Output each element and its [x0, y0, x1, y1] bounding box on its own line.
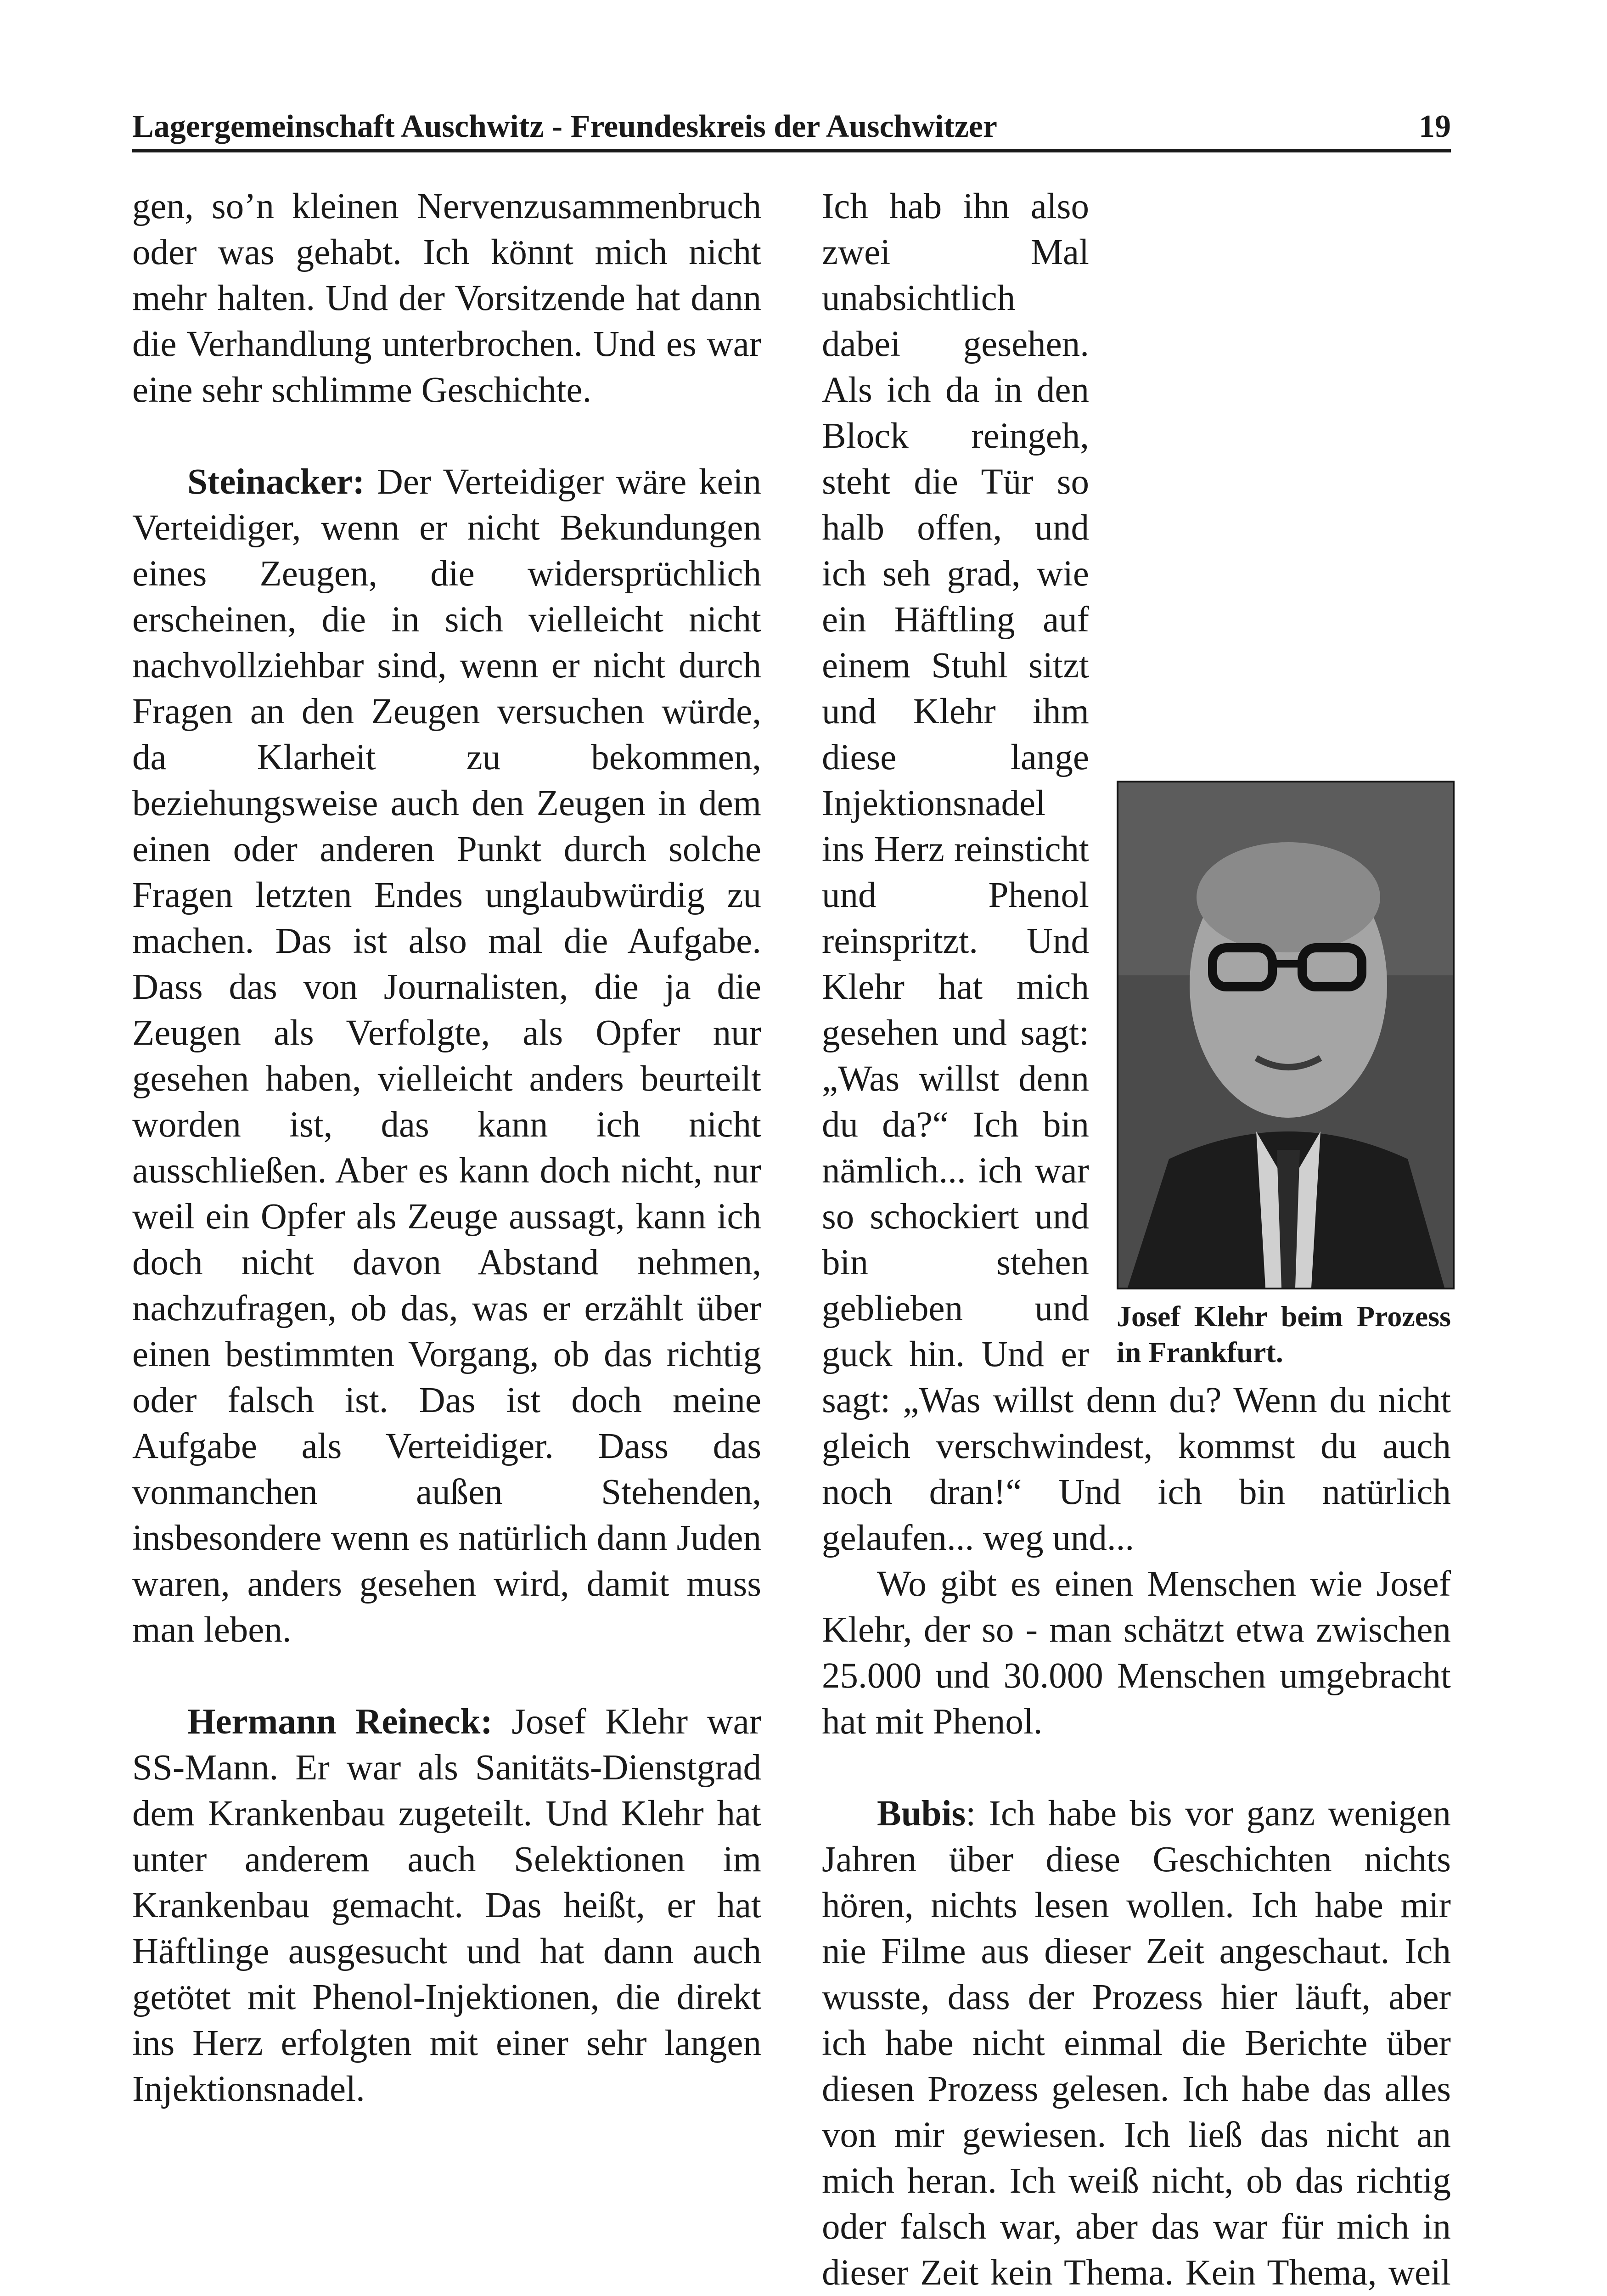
- paragraph-continuation: gen, so’n kleinen Nervenzusammenbruch oder was gehabt. Ich könnt mich nicht mehr halten. Und der Vorsitzende hat dann die Verhandlung unterbrochen. Und es war eine sehr schlimme Geschichte.: [132, 186, 761, 410]
- speaker-name: Steinacker:: [187, 462, 365, 502]
- paragraph-reineck: [132, 1699, 761, 2112]
- photo-figure: [1117, 781, 1451, 1370]
- publication-title: Lagergemeinschaft Auschwitz - Freundeskreis der Auschwitzer: [132, 109, 997, 144]
- account-text: Ich hab ihn also zwei Mal unabsichtlich dabei gesehen. Als ich da in den Block reingeh, steht die Tür so halb offen, und ich seh grad, wie ein Häftling auf einem Stuhl sitzt und Klehr ihm diese lange Injektionsnadel ins Herz reinsticht und Phenol reinspritzt. Und Klehr hat mich gesehen und sagt: „Was willst denn du da?“ Ich bin nämlich... ich war so schockiert und bin stehen geblieben und guck hin. Und er sagt: „Was willst denn du? Wenn du nicht gleich verschwindest, kommst du auch noch dran!“ Und ich bin natürlich gelaufen... weg und...: [822, 186, 1451, 1558]
- speaker-text: Der Verteidiger wäre kein Verteidiger, wenn er nicht Bekundungen eines Zeugen, die widersprüchlich erscheinen, die in sich vielleicht nicht nachvollziehbar sind, wenn er nicht durch Fragen an den Zeugen versuchen würde, da Klarheit zu bekommen, beziehungsweise auch den Zeugen in dem einen oder anderen Punkt durch solche Fragen letzten Endes unglaubwürdig zu machen. Das ist also mal die Aufgabe. Dass das von Journalisten, die ja die Zeugen als Verfolgte, als Opfer nur gesehen haben, vielleicht anders beurteilt worden ist, das kann ich nicht ausschließen. Aber es kann doch nicht, nur weil ein Opfer als Zeuge aussagt, kann ich doch nicht davon Abstand nehmen, nachzufragen, ob das, was er erzählt über einen bestimmten Vorgang, ob das richtig oder falsch ist. Das ist doch meine Aufgabe als Verteidiger. Dass das vonmanchen außen Stehenden, insbesondere wenn es natürlich dann Juden waren, anders gesehen wird, damit muss man leben.: [132, 462, 761, 1650]
- speaker-name: Bubis: [877, 1794, 966, 1834]
- speaker-name: Hermann Reineck:: [187, 1702, 493, 1742]
- photo-caption: Josef Klehr beim Prozess in Frankfurt.: [1117, 1300, 1451, 1368]
- speaker-text: Josef Klehr war SS-Mann. Er war als Sanitäts-Dienstgrad dem Krankenbau zugeteilt. Und Klehr hat unter anderem auch Selektionen im Krankenbau gemacht. Das heißt, er hat Häftlinge ausgesucht und hat dann auch getötet mit Phenol-Injektionen, die direkt ins Herz erfolgten mit einer sehr langen Injektionsnadel.: [132, 1702, 761, 2109]
- paragraph-steinacker: [132, 459, 761, 1653]
- page-number: 19: [1419, 109, 1451, 144]
- paragraph-bubis: [822, 1791, 1451, 2296]
- page-header: [132, 105, 1451, 152]
- paragraph-account: [822, 184, 1451, 1561]
- paragraph-victims: Wo gibt es einen Menschen wie Josef Klehr, der so - man schätzt etwa zwischen 25.000 und 30.000 Menschen umgebracht hat mit Phenol.: [822, 1564, 1451, 1742]
- portrait-photo: [1117, 781, 1455, 1289]
- right-column: [822, 184, 1451, 2296]
- speaker-text: : Ich habe bis vor ganz wenigen Jahren über diese Geschichten nichts hören, nichts lesen wollen. Ich habe mir nie Filme aus dieser Zeit angeschaut. Ich wusste, dass der Prozess hier läuft, aber ich habe nicht einmal die Berichte über diesen Prozess gelesen. Ich habe das alles von mir gewiesen. Ich ließ das nicht an mich heran. Ich weiß nicht, ob das richtig oder falsch war, aber das war für mich in dieser Zeit kein Thema. Kein Thema, weil: [822, 1794, 1451, 2293]
- left-column: [132, 184, 761, 2112]
- portrait-illustration: [1118, 782, 1453, 1288]
